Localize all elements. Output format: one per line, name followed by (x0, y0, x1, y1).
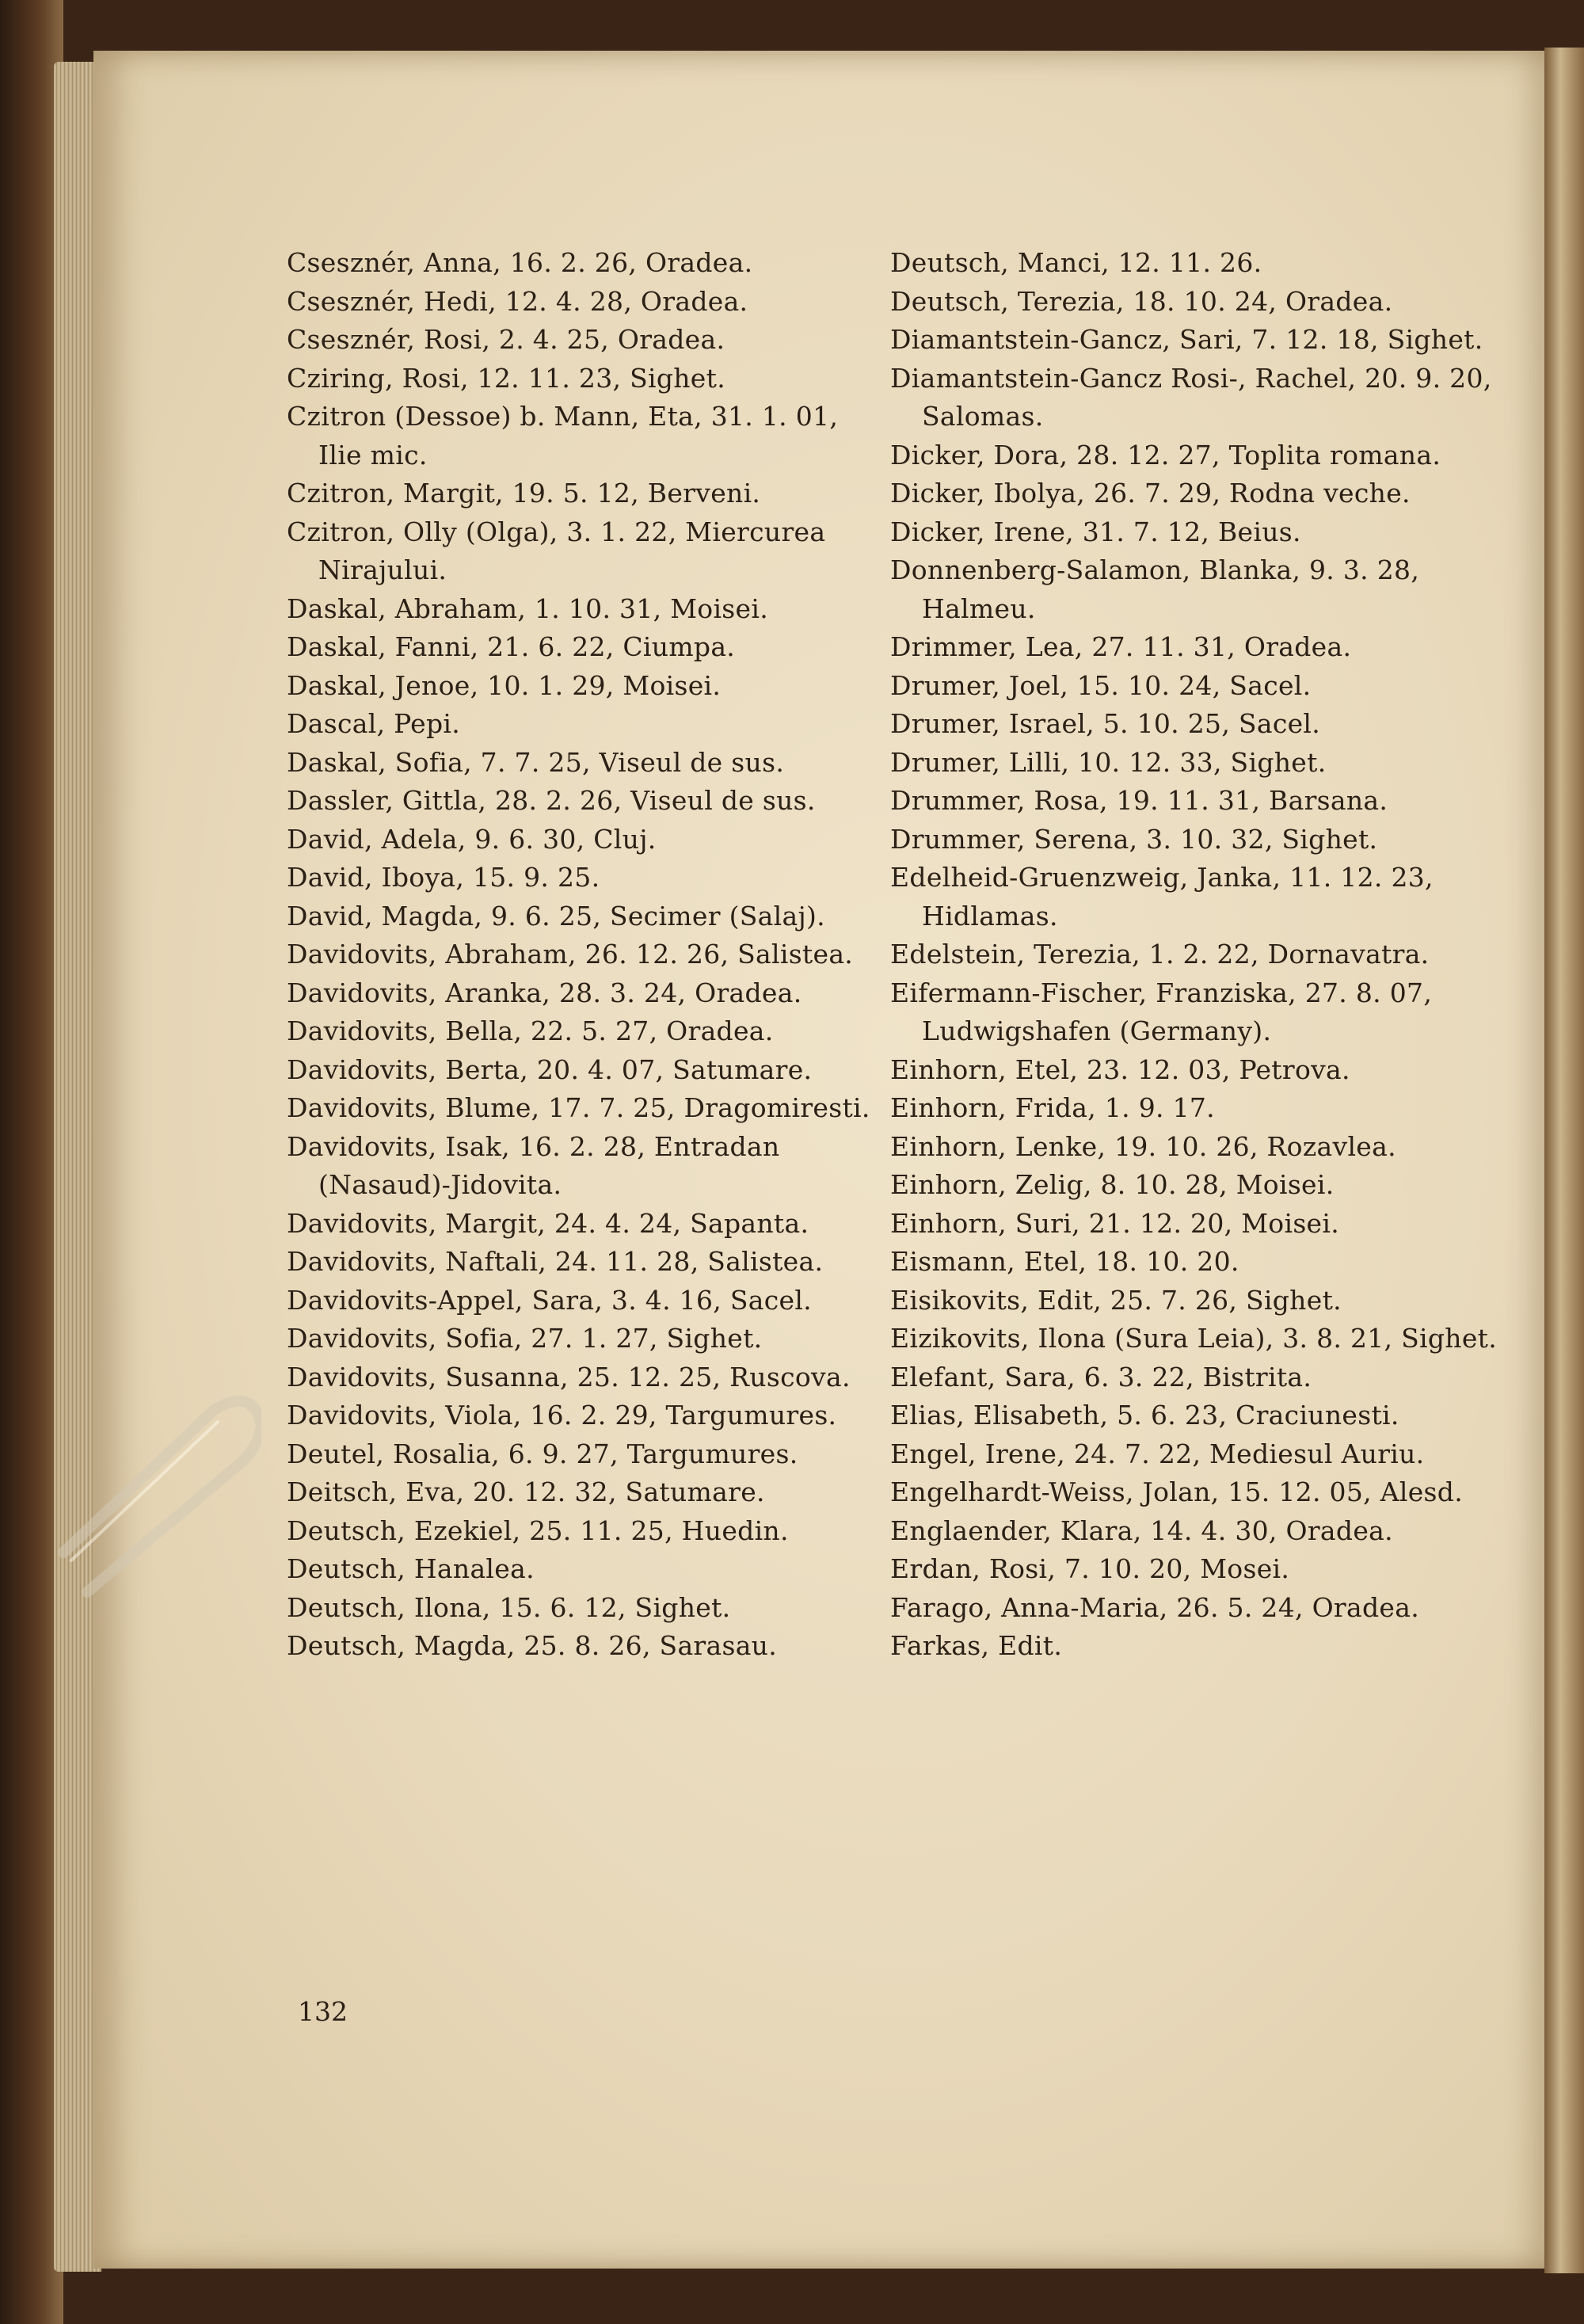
right-page-edge (1544, 48, 1584, 2273)
list-item: Elias, Elisabeth, 5. 6. 23, Craciunesti. (890, 1400, 1399, 1431)
list-item: Davidovits, Isak, 16. 2. 28, Entradan (Nasaud)-Jidovita. (287, 1130, 780, 1200)
list-item: Dicker, Irene, 31. 7. 12, Beius. (890, 516, 1301, 547)
list-item: Daskal, Sofia, 7. 7. 25, Viseul de sus. (287, 746, 785, 778)
list-item: Edelstein, Terezia, 1. 2. 22, Dornavatra. (890, 939, 1430, 970)
left-column (287, 244, 889, 1666)
list-item: Diamantstein-Gancz, Sari, 7. 12. 18, Sighet. (890, 324, 1483, 355)
list-item: Drummer, Serena, 3. 10. 32, Sighet. (890, 823, 1378, 855)
list-item: Einhorn, Frida, 1. 9. 17. (890, 1092, 1215, 1123)
list-item: Davidovits, Aranka, 28. 3. 24, Oradea. (287, 977, 802, 1008)
list-item: Czitron, Margit, 19. 5. 12, Berveni. (287, 478, 761, 509)
list-item: David, Adela, 9. 6. 30, Cluj. (287, 823, 657, 855)
list-item: Edelheid-Gruenzweig, Janka, 11. 12. 23, Hidlamas. (890, 862, 1434, 932)
list-item: Deutsch, Ezekiel, 25. 11. 25, Huedin. (287, 1514, 789, 1546)
list-item: Drumer, Israel, 5. 10. 25, Sacel. (890, 708, 1321, 739)
list-item: Davidovits, Blume, 17. 7. 25, Dragomiresti. (287, 1092, 870, 1123)
list-item: Eismann, Etel, 18. 10. 20. (890, 1246, 1239, 1277)
list-item: Diamantstein-Gancz Rosi-, Rachel, 20. 9. 20, Salomas. (890, 362, 1492, 432)
list-item: Daskal, Fanni, 21. 6. 22, Ciumpa. (287, 631, 736, 662)
list-item: Czitron (Dessoe) b. Mann, Eta, 31. 1. 01, Ilie mic. (287, 401, 839, 471)
list-item: Csesznér, Anna, 16. 2. 26, Oradea. (287, 247, 753, 278)
list-item: Davidovits, Abraham, 26. 12. 26, Salistea. (287, 939, 854, 970)
list-item: Farago, Anna-Maria, 26. 5. 24, Oradea. (890, 1591, 1419, 1623)
list-item: Erdan, Rosi, 7. 10. 20, Mosei. (890, 1553, 1290, 1584)
list-item: Dassler, Gittla, 28. 2. 26, Viseul de sus. (287, 785, 816, 816)
list-item: Dicker, Dora, 28. 12. 27, Toplita romana. (890, 439, 1441, 471)
list-item: Donnenberg-Salamon, Blanka, 9. 3. 28, Halmeu. (890, 554, 1420, 624)
list-item: Csesznér, Rosi, 2. 4. 25, Oradea. (287, 324, 725, 355)
list-item: Elefant, Sara, 6. 3. 22, Bistrita. (890, 1361, 1312, 1392)
list-item: Engelhardt-Weiss, Jolan, 15. 12. 05, Alesd. (890, 1476, 1463, 1507)
list-item: Davidovits, Margit, 24. 4. 24, Sapanta. (287, 1207, 809, 1239)
right-column (890, 244, 1524, 1666)
list-item: David, Iboya, 15. 9. 25. (287, 862, 600, 893)
list-item: Deutsch, Terezia, 18. 10. 24, Oradea. (890, 285, 1393, 317)
list-item: Dicker, Ibolya, 26. 7. 29, Rodna veche. (890, 478, 1411, 509)
list-item: Deutel, Rosalia, 6. 9. 27, Targumures. (287, 1438, 798, 1469)
list-item: Cziring, Rosi, 12. 11. 23, Sighet. (287, 362, 725, 394)
list-item: Einhorn, Suri, 21. 12. 20, Moisei. (890, 1207, 1340, 1239)
list-item: Einhorn, Lenke, 19. 10. 26, Rozavlea. (890, 1130, 1396, 1162)
list-item: Einhorn, Zelig, 8. 10. 28, Moisei. (890, 1169, 1335, 1200)
list-item: Davidovits, Sofia, 27. 1. 27, Sighet. (287, 1323, 763, 1354)
list-item: Drumer, Joel, 15. 10. 24, Sacel. (890, 669, 1312, 701)
list-item: Davidovits, Viola, 16. 2. 29, Targumures. (287, 1400, 837, 1431)
list-item: Davidovits, Berta, 20. 4. 07, Satumare. (287, 1053, 813, 1085)
list-item: Eizikovits, Ilona (Sura Leia), 3. 8. 21, Sighet. (890, 1323, 1498, 1354)
list-item: Drimmer, Lea, 27. 11. 31, Oradea. (890, 631, 1352, 662)
list-item: Csesznér, Hedi, 12. 4. 28, Oradea. (287, 285, 748, 317)
list-item: Daskal, Jenoe, 10. 1. 29, Moisei. (287, 669, 722, 701)
list-item: Eifermann-Fischer, Franziska, 27. 8. 07, Ludwigshafen (Germany). (890, 977, 1433, 1046)
page-number: 132 (298, 1996, 348, 2027)
list-item: Deutsch, Hanalea. (287, 1553, 535, 1584)
list-item: Engel, Irene, 24. 7. 22, Mediesul Auriu. (890, 1438, 1425, 1469)
list-item: Davidovits, Bella, 22. 5. 27, Oradea. (287, 1015, 774, 1046)
list-item: Englaender, Klara, 14. 4. 30, Oradea. (890, 1514, 1393, 1546)
list-item: Czitron, Olly (Olga), 3. 1. 22, Miercurea Nirajului. (287, 516, 826, 585)
list-item: Deutsch, Magda, 25. 8. 26, Sarasau. (287, 1630, 778, 1661)
list-item: Davidovits, Naftali, 24. 11. 28, Salistea. (287, 1246, 824, 1277)
list-item: Davidovits, Susanna, 25. 12. 25, Ruscova. (287, 1361, 851, 1392)
list-item: Drummer, Rosa, 19. 11. 31, Barsana. (890, 785, 1388, 816)
list-item: Daskal, Abraham, 1. 10. 31, Moisei. (287, 592, 769, 624)
list-item: Drumer, Lilli, 10. 12. 33, Sighet. (890, 746, 1327, 778)
list-item: David, Magda, 9. 6. 25, Secimer (Salaj). (287, 900, 825, 932)
list-item: Deutsch, Ilona, 15. 6. 12, Sighet. (287, 1591, 731, 1623)
list-item: Einhorn, Etel, 23. 12. 03, Petrova. (890, 1053, 1350, 1085)
list-item: Deutsch, Manci, 12. 11. 26. (890, 247, 1262, 278)
list-item: Farkas, Edit. (890, 1630, 1063, 1661)
list-item: Deitsch, Eva, 20. 12. 32, Satumare. (287, 1476, 765, 1507)
list-item: Davidovits-Appel, Sara, 3. 4. 16, Sacel. (287, 1284, 812, 1316)
list-item: Eisikovits, Edit, 25. 7. 26, Sighet. (890, 1284, 1342, 1316)
list-item: Dascal, Pepi. (287, 708, 461, 739)
